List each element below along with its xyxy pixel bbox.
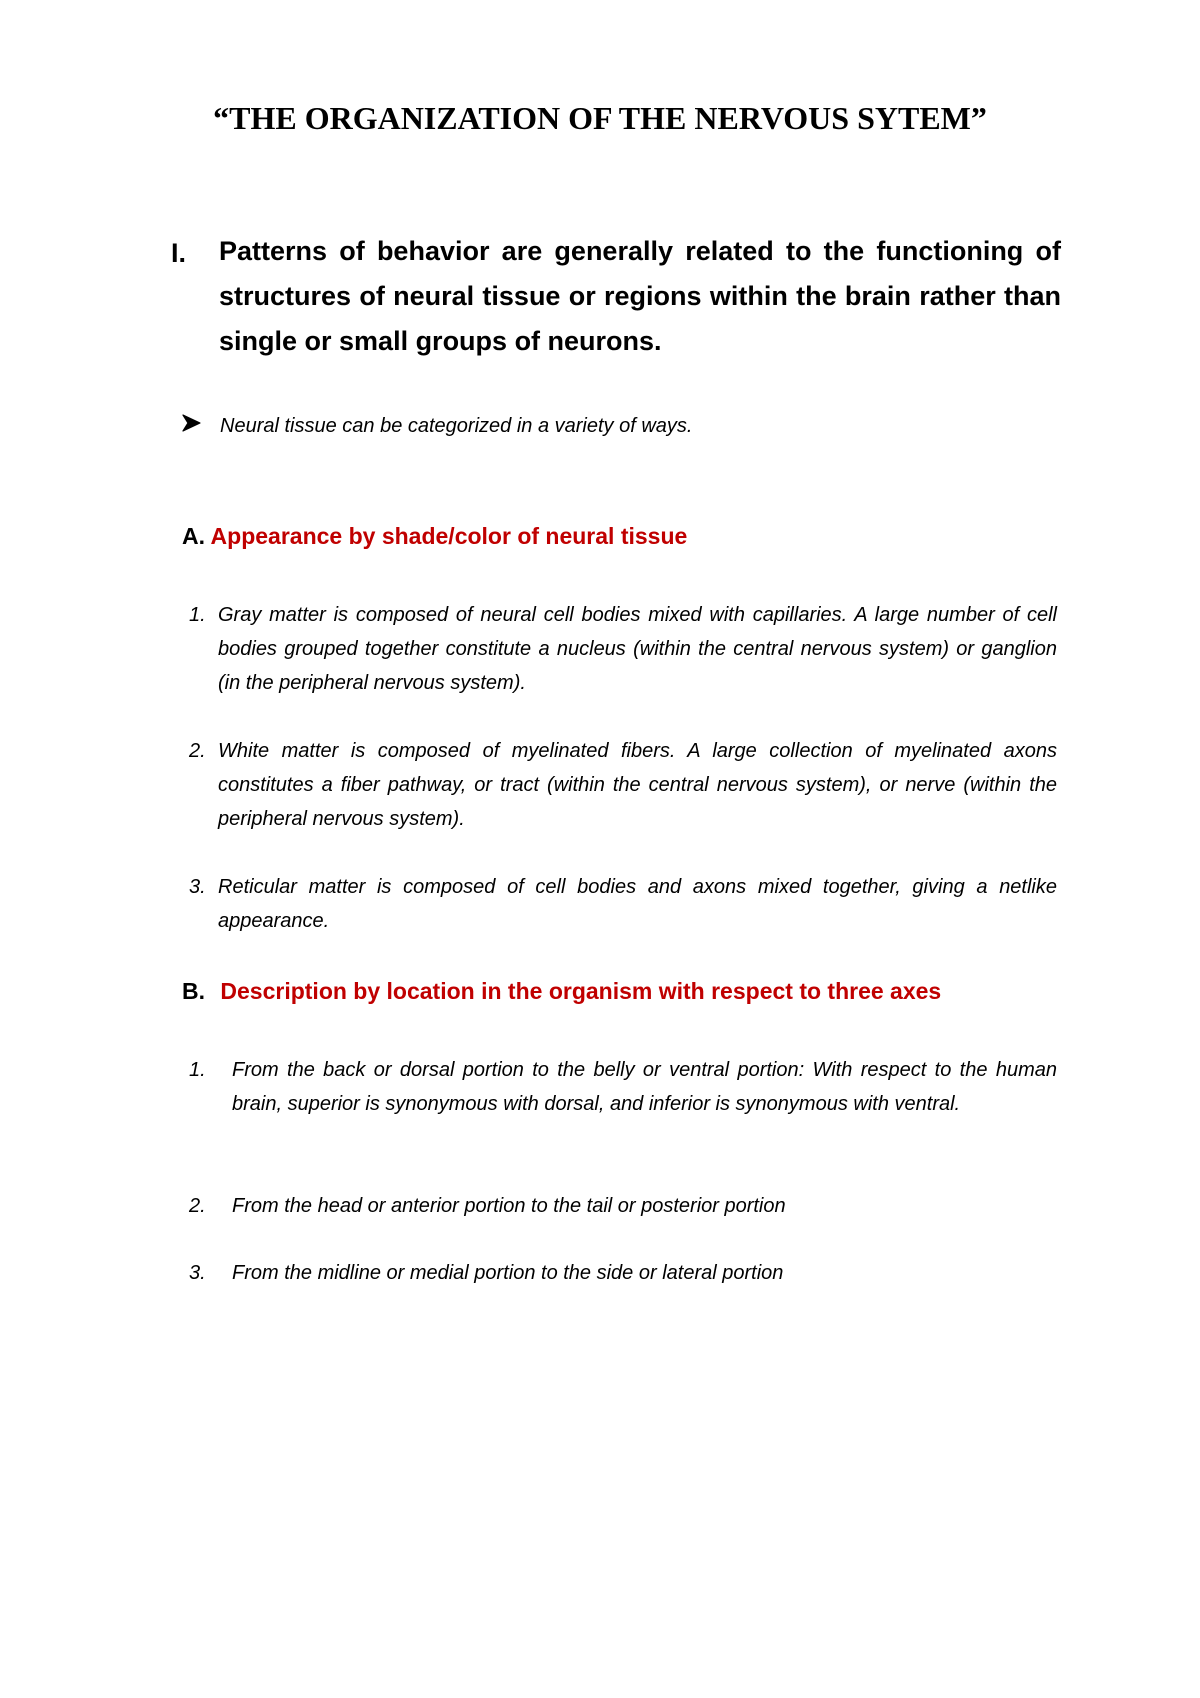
list-item-number: 2. — [189, 1195, 206, 1217]
subsection-a-title: Appearance by shade/color of neural tissue — [210, 523, 688, 549]
list-item-number: 2. — [189, 740, 206, 762]
list-item-text: Gray matter is composed of neural cell bodies mixed with capillaries. A large number of cell bodies grouped together constitute a nucleus (within the central nervous system) or ganglion (in the peripheral nervous system). — [218, 604, 1057, 694]
subsection-b-title: Description by location in the organism with respect to three axes — [220, 978, 942, 1004]
arrowhead-bullet-icon — [182, 414, 220, 438]
list-item-number: 1. — [189, 604, 206, 626]
subsection-a-heading — [182, 523, 687, 550]
list-item-number: 1. — [189, 1059, 206, 1081]
subsection-b-heading — [182, 978, 941, 1005]
section-1-heading: Patterns of behavior are generally related to the functioning of structures of neural tissue or regions within the brain rather than single or small groups of neurons. — [219, 236, 1061, 356]
list-item-number: 3. — [189, 876, 206, 898]
bullet-text: Neural tissue can be categorized in a variety of ways. — [220, 415, 693, 437]
list-item-text: From the head or anterior portion to the tail or posterior portion — [232, 1195, 786, 1217]
subsection-b-letter: B. — [182, 978, 205, 1004]
list-item-text: From the midline or medial portion to the side or lateral portion — [232, 1262, 784, 1284]
list-item-number: 3. — [189, 1262, 206, 1284]
bullet-item — [182, 414, 692, 438]
list-item-text: Reticular matter is composed of cell bodies and axons mixed together, giving a netlike appearance. — [218, 876, 1057, 932]
list-item-text: White matter is composed of myelinated fibers. A large collection of myelinated axons constitutes a fiber pathway, or tract (within the central nervous system), or nerve (within the peripheral nervous system). — [218, 740, 1057, 830]
document-title: “THE ORGANIZATION OF THE NERVOUS SYTEM” — [213, 100, 987, 136]
section-1-numeral: I. — [171, 238, 187, 268]
subsection-a-letter: A. — [182, 523, 205, 549]
list-item-text: From the back or dorsal portion to the belly or ventral portion: With respect to the human brain, superior is synonymous with dorsal, and inferior is synonymous with ventral. — [232, 1059, 1057, 1115]
